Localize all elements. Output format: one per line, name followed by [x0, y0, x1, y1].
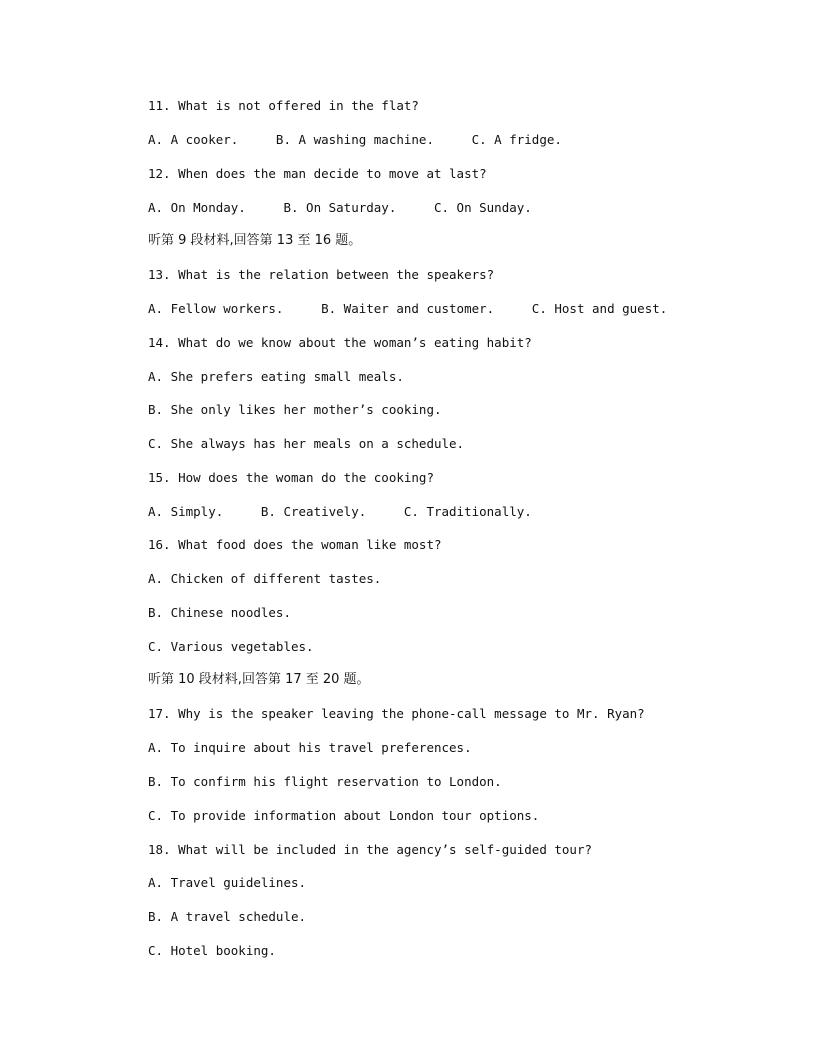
question-16-option-a: A. Chicken of different tastes. — [148, 571, 382, 586]
section-instruction-10: 听第 10 段材料,回答第 17 至 20 题。 — [148, 672, 370, 687]
question-16: 16. What food does the woman like most? — [148, 537, 442, 552]
question-15-options: A. Simply. B. Creatively. C. Traditionally. — [148, 504, 532, 519]
question-14: 14. What do we know about the woman’s eating habit? — [148, 335, 532, 350]
question-13-options: A. Fellow workers. B. Waiter and customer. C. Host and guest. — [148, 301, 668, 316]
question-16-option-c: C. Various vegetables. — [148, 639, 314, 654]
question-16-option-b: B. Chinese noodles. — [148, 605, 291, 620]
question-18-option-b: B. A travel schedule. — [148, 909, 307, 924]
question-12: 12. When does the man decide to move at last? — [148, 166, 487, 181]
question-18: 18. What will be included in the agency’s self-guided tour? — [148, 842, 593, 857]
question-11-options: A. A cooker. B. A washing machine. C. A fridge. — [148, 132, 562, 147]
question-12-options: A. On Monday. B. On Saturday. C. On Sunday. — [148, 200, 532, 215]
question-18-option-c: C. Hotel booking. — [148, 943, 276, 958]
question-15: 15. How does the woman do the cooking? — [148, 470, 434, 485]
question-14-option-a: A. She prefers eating small meals. — [148, 369, 404, 384]
question-17: 17. Why is the speaker leaving the phone-call message to Mr. Ryan? — [148, 706, 645, 721]
section-instruction-9: 听第 9 段材料,回答第 13 至 16 题。 — [148, 233, 362, 248]
question-17-option-c: C. To provide information about London tour options. — [148, 808, 540, 823]
question-13: 13. What is the relation between the speakers? — [148, 267, 495, 282]
question-17-option-a: A. To inquire about his travel preferences. — [148, 740, 472, 755]
question-14-option-c: C. She always has her meals on a schedule. — [148, 436, 465, 451]
question-14-option-b: B. She only likes her mother’s cooking. — [148, 402, 442, 417]
question-11: 11. What is not offered in the flat? — [148, 98, 419, 113]
question-18-option-a: A. Travel guidelines. — [148, 875, 307, 890]
question-17-option-b: B. To confirm his flight reservation to London. — [148, 774, 502, 789]
